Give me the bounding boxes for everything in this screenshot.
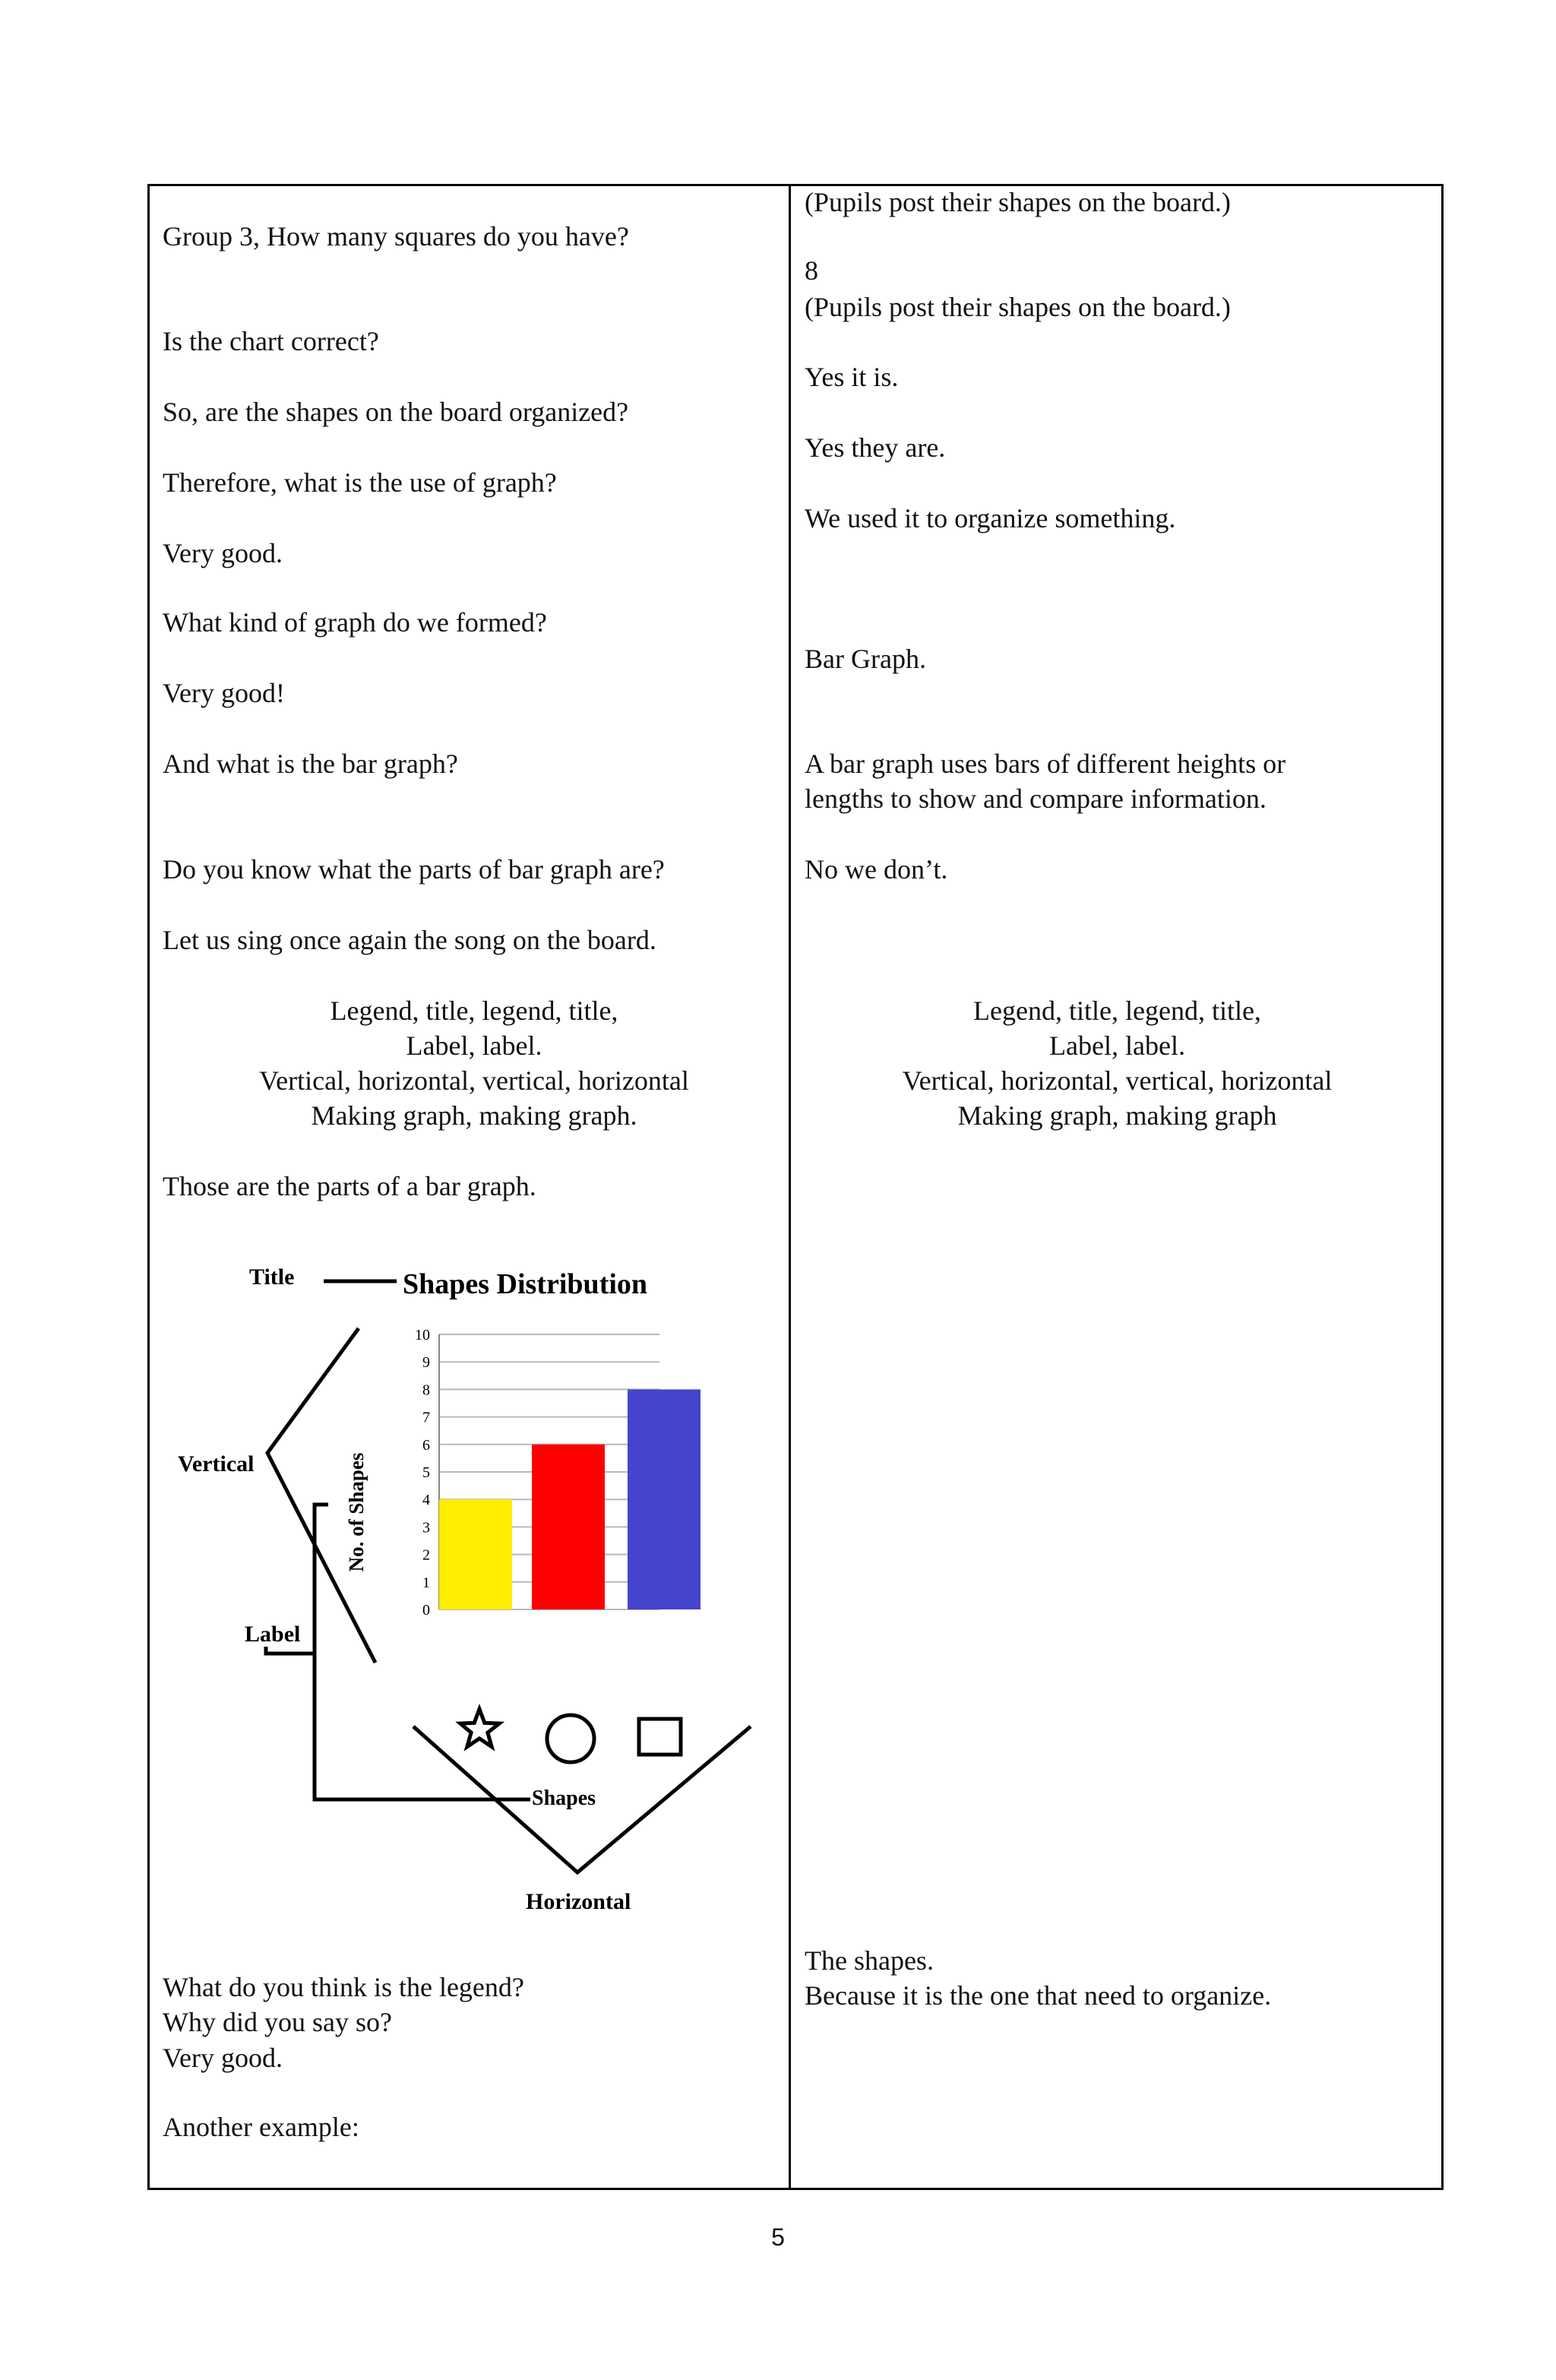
y-tick-label: 1: [422, 1574, 430, 1591]
column-divider: [789, 184, 791, 2190]
song-line: Legend, title, legend, title,: [973, 995, 1261, 1026]
pupils-post-1: (Pupils post their shapes on the board.): [805, 187, 1231, 217]
page-number: 5: [771, 2223, 785, 2251]
callout-label: Label: [245, 1622, 301, 1647]
y-tick-label: 6: [422, 1436, 430, 1454]
y-tick-label: 2: [422, 1546, 430, 1564]
pupils-definition-line-1: A bar graph uses bars of different heights or: [805, 748, 1286, 779]
teacher-very-good-2: Very good!: [163, 678, 285, 708]
pupils-no: No we don’t.: [805, 854, 948, 885]
teacher-sing: Let us sing once again the song on the board.: [163, 925, 656, 955]
y-tick-label: 4: [422, 1492, 430, 1509]
pupils-because: Because it is the one that need to organize.: [805, 1980, 1272, 2011]
y-tick-label: 9: [422, 1354, 430, 1372]
y-tick-label: 10: [415, 1327, 430, 1343]
song-line: Vertical, horizontal, vertical, horizontal: [902, 1065, 1333, 1096]
pupils-the-shapes: The shapes.: [805, 1945, 934, 1976]
teacher-another-example: Another example:: [163, 2112, 359, 2142]
teacher-q-legend: What do you think is the legend?: [163, 1972, 524, 2002]
song-line: Legend, title, legend, title,: [330, 995, 618, 1026]
song-line: Label, label.: [406, 1030, 542, 1061]
song-line: Making graph, making graph.: [311, 1100, 637, 1131]
x-axis-label: Shapes: [532, 1787, 596, 1810]
teacher-q-group3: Group 3, How many squares do you have?: [163, 221, 629, 252]
teacher-q-why: Why did you say so?: [163, 2007, 392, 2037]
teacher-q-kind-graph: What kind of graph do we formed?: [163, 607, 547, 638]
pupils-post-2: (Pupils post their shapes on the board.): [805, 292, 1231, 322]
pupils-definition-line-2: lengths to show and compare information.: [805, 783, 1267, 814]
y-tick-label: 5: [422, 1464, 430, 1481]
circle-icon: [547, 1715, 594, 1762]
song-line: Vertical, horizontal, vertical, horizontal: [259, 1065, 689, 1096]
song-line: Label, label.: [1049, 1030, 1185, 1061]
y-tick-label: 7: [422, 1409, 430, 1426]
callout-vertical: Vertical: [178, 1451, 255, 1476]
teacher-q-chart-correct: Is the chart correct?: [163, 326, 379, 356]
teacher-very-good-1: Very good.: [163, 538, 283, 568]
square-icon: [639, 1719, 681, 1755]
pupils-yes-it-is: Yes it is.: [805, 362, 899, 392]
teacher-very-good-3: Very good.: [163, 2043, 283, 2073]
bar-circle: [532, 1445, 605, 1609]
teacher-q-organized: So, are the shapes on the board organized?: [163, 397, 629, 427]
y-tick-label: 8: [422, 1381, 430, 1399]
pupils-yes-they-are: Yes they are.: [805, 432, 946, 463]
star-icon: [460, 1709, 499, 1747]
y-axis-label: No. of Shapes: [345, 1452, 368, 1572]
y-tick-label: 0: [422, 1602, 430, 1619]
teacher-parts-statement: Those are the parts of a bar graph.: [163, 1171, 536, 1201]
bar-graph-figure: [152, 1246, 775, 1930]
y-tick-labels: [415, 1327, 430, 1619]
song-line: Making graph, making graph: [957, 1100, 1277, 1131]
teacher-q-use-of-graph: Therefore, what is the use of graph?: [163, 467, 557, 498]
callout-horizontal: Horizontal: [526, 1889, 631, 1914]
teacher-q-parts: Do you know what the parts of bar graph are?: [163, 854, 665, 885]
label-pointer-line: [266, 1647, 315, 1654]
bar-square: [628, 1389, 701, 1609]
bar-star: [439, 1499, 512, 1609]
y-tick-label: 3: [422, 1519, 430, 1537]
pupils-answer-8: 8: [805, 255, 818, 286]
callout-title: Title: [249, 1264, 295, 1290]
chart-title: Shapes Distribution: [403, 1268, 648, 1300]
pupils-bar-graph: Bar Graph.: [805, 644, 926, 674]
teacher-q-bar-graph: And what is the bar graph?: [163, 748, 458, 779]
pupils-organize: We used it to organize something.: [805, 503, 1176, 533]
